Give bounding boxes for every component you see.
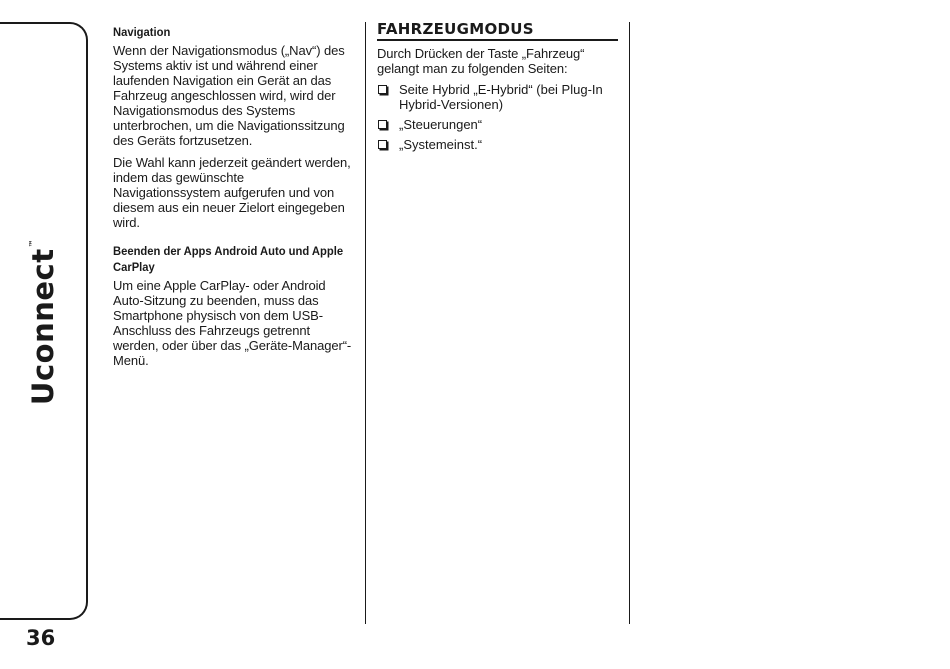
page-list — [377, 82, 617, 152]
list-item-text: „Steuerungen“ — [399, 117, 483, 132]
chapter-title — [26, 239, 60, 405]
apps-paragraph: Um eine Apple CarPlay- oder Android Auto-Sitzung zu beenden, muss das Smartphone physisch von dem USB-Anschluss des Fahrzeugs getrennt werden, oder über das „Geräte-Manager“-Menü. — [113, 278, 352, 368]
section-intro: Durch Drücken der Taste „Fahrzeug“ gelangt man zu folgenden Seiten: — [377, 46, 585, 76]
column-divider-right — [629, 22, 630, 624]
page-number: 36 — [26, 626, 56, 650]
list-item — [377, 137, 617, 152]
left-column — [113, 24, 353, 375]
navigation-paragraph-1: Wenn der Navigationsmodus („Nav“) des Systems aktiv ist und während einer laufenden Navigation ein Gerät an das Fahrzeug angeschlossen wird, wird der Navigationsmodus des Systems unterbrochen, um die Navigationssitzung des Geräts fortzusetzen. — [113, 43, 345, 148]
list-item-text: „Systemeinst.“ — [399, 137, 483, 152]
trademark-symbol: ™ — [28, 238, 37, 248]
chapter-title-text: Uconnect — [26, 248, 60, 406]
apps-heading: Beenden der Apps Android Auto und Apple CarPlay — [113, 244, 344, 274]
list-item — [377, 117, 617, 132]
section-title: FAHRZEUGMODUS — [377, 20, 618, 41]
checkbox-square-icon — [378, 85, 387, 94]
navigation-heading: Navigation — [113, 25, 171, 39]
navigation-paragraph-2: Die Wahl kann jederzeit geändert werden, indem das gewünschte Navigationssystem aufgerufen und von diesem aus ein neuer Zielort eingegeben wird. — [113, 155, 351, 230]
list-item-text: Seite Hybrid „E-Hybrid“ (bei Plug-In Hybrid-Versionen) — [399, 82, 603, 112]
checkbox-square-icon — [378, 120, 387, 129]
list-item — [377, 82, 617, 112]
checkbox-square-icon — [378, 140, 387, 149]
right-column — [377, 20, 617, 157]
column-divider-left — [365, 22, 366, 624]
